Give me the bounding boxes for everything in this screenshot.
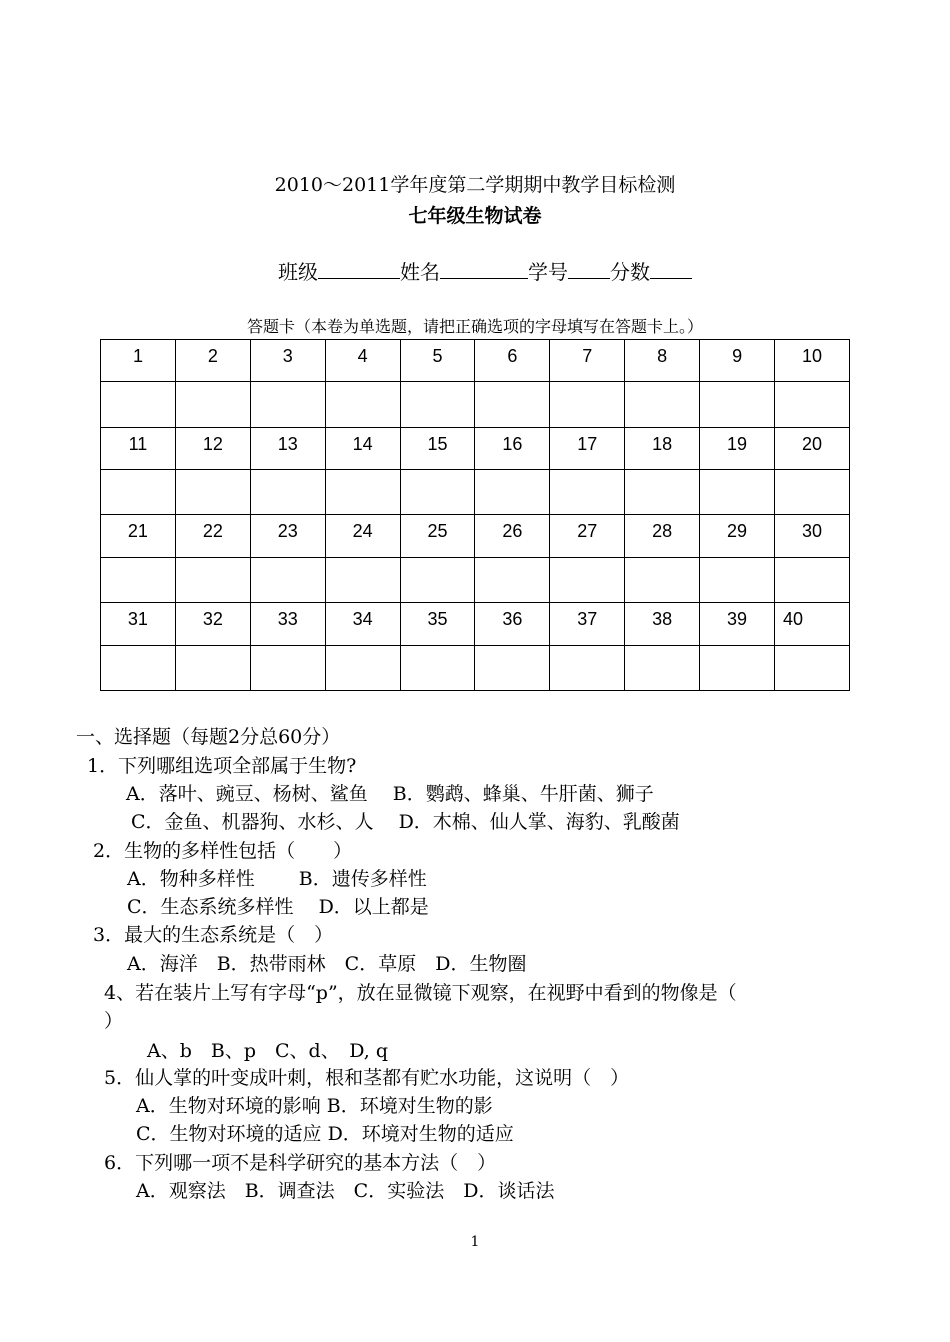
question-number-cell: 30 bbox=[775, 515, 850, 557]
question-number-cell: 4 bbox=[325, 340, 400, 382]
answer-card-note: 答题卡（本卷为单选题，请把正确选项的字母填写在答题卡上。） bbox=[246, 317, 703, 336]
question-5: 5．仙人掌的叶变成叶刺，根和茎都有贮水功能，这说明（ ） bbox=[104, 1067, 630, 1089]
question-1-options-cd: C．金鱼、机器狗、水杉、人 D．木棉、仙人掌、海豹、乳酸菌 bbox=[131, 811, 680, 833]
answer-cell[interactable] bbox=[250, 470, 325, 515]
question-number-cell: 9 bbox=[700, 340, 775, 382]
question-number-cell: 16 bbox=[475, 427, 550, 469]
answer-card-number-row bbox=[101, 603, 850, 645]
answer-cell[interactable] bbox=[101, 470, 176, 515]
question-number-cell: 31 bbox=[101, 603, 176, 645]
id-blank[interactable] bbox=[568, 260, 610, 279]
question-1: 1．下列哪组选项全部属于生物? bbox=[87, 755, 357, 777]
section-title: 一、选择题（每题2分总60分） bbox=[76, 726, 341, 748]
name-blank[interactable] bbox=[440, 260, 528, 279]
exam-subtitle: 七年级生物试卷 bbox=[408, 205, 542, 227]
answer-cell[interactable] bbox=[325, 382, 400, 427]
answer-cell[interactable] bbox=[550, 382, 625, 427]
question-4-options: A、b B、p C、d、 D, q bbox=[147, 1040, 389, 1062]
answer-cell[interactable] bbox=[775, 557, 850, 602]
answer-cell[interactable] bbox=[175, 645, 250, 690]
question-number-cell: 23 bbox=[250, 515, 325, 557]
question-number-cell: 24 bbox=[325, 515, 400, 557]
question-number-cell: 27 bbox=[550, 515, 625, 557]
question-2-options-cd: C．生态系统多样性 D．以上都是 bbox=[127, 896, 429, 918]
question-2: 2．生物的多样性包括（ ） bbox=[93, 840, 353, 862]
question-6: 6．下列哪一项不是科学研究的基本方法（ ） bbox=[104, 1152, 497, 1174]
answer-cell[interactable] bbox=[400, 470, 475, 515]
answer-cell[interactable] bbox=[475, 645, 550, 690]
answer-cell[interactable] bbox=[101, 645, 176, 690]
answer-cell[interactable] bbox=[700, 557, 775, 602]
question-number-cell: 25 bbox=[400, 515, 475, 557]
answer-card-answer-row bbox=[101, 382, 850, 427]
question-number-cell: 40 bbox=[775, 603, 850, 645]
question-number-cell: 39 bbox=[700, 603, 775, 645]
page-number: 1 bbox=[470, 1234, 480, 1250]
answer-cell[interactable] bbox=[250, 382, 325, 427]
answer-cell[interactable] bbox=[175, 382, 250, 427]
answer-cell[interactable] bbox=[550, 470, 625, 515]
score-blank[interactable] bbox=[650, 260, 692, 279]
question-2-options-ab: A．物种多样性 B．遗传多样性 bbox=[127, 868, 427, 890]
question-number-cell: 10 bbox=[775, 340, 850, 382]
question-5-options-cd: C．生物对环境的适应 D．环境对生物的适应 bbox=[136, 1123, 514, 1145]
question-number-cell: 12 bbox=[175, 427, 250, 469]
question-number-cell: 5 bbox=[400, 340, 475, 382]
question-number-cell: 33 bbox=[250, 603, 325, 645]
answer-cell[interactable] bbox=[325, 645, 400, 690]
answer-cell[interactable] bbox=[625, 645, 700, 690]
answer-card-answer-row bbox=[101, 645, 850, 690]
question-number-cell: 6 bbox=[475, 340, 550, 382]
question-number-cell: 17 bbox=[550, 427, 625, 469]
question-number-cell: 14 bbox=[325, 427, 400, 469]
question-number-cell: 3 bbox=[250, 340, 325, 382]
question-number-cell: 7 bbox=[550, 340, 625, 382]
answer-card-answer-row bbox=[101, 470, 850, 515]
question-number-cell: 35 bbox=[400, 603, 475, 645]
question-number-cell: 29 bbox=[700, 515, 775, 557]
question-number-cell: 37 bbox=[550, 603, 625, 645]
question-6-options: A．观察法 B．调查法 C．实验法 D．谈话法 bbox=[136, 1180, 555, 1202]
question-number-cell: 22 bbox=[175, 515, 250, 557]
question-number-cell: 19 bbox=[700, 427, 775, 469]
answer-cell[interactable] bbox=[250, 557, 325, 602]
answer-cell[interactable] bbox=[625, 382, 700, 427]
question-3-options: A．海洋 B．热带雨林 C．草原 D．生物圈 bbox=[127, 953, 527, 975]
answer-card-answer-row bbox=[101, 557, 850, 602]
answer-cell[interactable] bbox=[550, 557, 625, 602]
answer-cell[interactable] bbox=[475, 470, 550, 515]
question-number-cell: 36 bbox=[475, 603, 550, 645]
answer-cell[interactable] bbox=[250, 645, 325, 690]
question-number-cell: 21 bbox=[101, 515, 176, 557]
question-5-options-ab: A．生物对环境的影响 B．环境对生物的影 bbox=[136, 1095, 493, 1117]
answer-cell[interactable] bbox=[775, 645, 850, 690]
question-number-cell: 15 bbox=[400, 427, 475, 469]
question-number-cell: 13 bbox=[250, 427, 325, 469]
question-4: 4、若在装片上写有字母“p”，放在显微镜下观察，在视野中看到的物像是（ bbox=[104, 982, 737, 1004]
answer-cell[interactable] bbox=[475, 557, 550, 602]
question-number-cell: 11 bbox=[101, 427, 176, 469]
answer-cell[interactable] bbox=[325, 557, 400, 602]
question-number-cell: 26 bbox=[475, 515, 550, 557]
answer-cell[interactable] bbox=[625, 557, 700, 602]
question-number-cell: 38 bbox=[625, 603, 700, 645]
question-number-cell: 28 bbox=[625, 515, 700, 557]
name-label: 姓名 bbox=[400, 260, 440, 284]
question-number-cell: 1 bbox=[101, 340, 176, 382]
answer-cell[interactable] bbox=[325, 470, 400, 515]
question-4-continued: ） bbox=[104, 1010, 124, 1032]
question-number-cell: 2 bbox=[175, 340, 250, 382]
answer-cell[interactable] bbox=[775, 470, 850, 515]
question-number-cell: 18 bbox=[625, 427, 700, 469]
answer-cell[interactable] bbox=[700, 382, 775, 427]
answer-cell[interactable] bbox=[175, 470, 250, 515]
question-3: 3．最大的生态系统是（ ） bbox=[93, 924, 334, 946]
question-number-cell: 20 bbox=[775, 427, 850, 469]
question-number-cell: 32 bbox=[175, 603, 250, 645]
answer-cell[interactable] bbox=[700, 645, 775, 690]
answer-cell[interactable] bbox=[101, 557, 176, 602]
answer-cell[interactable] bbox=[775, 382, 850, 427]
answer-cell[interactable] bbox=[625, 470, 700, 515]
answer-card-number-row bbox=[101, 515, 850, 557]
class-blank[interactable] bbox=[318, 260, 400, 279]
question-number-cell: 8 bbox=[625, 340, 700, 382]
id-label: 学号 bbox=[528, 260, 568, 284]
answer-cell[interactable] bbox=[175, 557, 250, 602]
answer-cell[interactable] bbox=[475, 382, 550, 427]
score-label: 分数 bbox=[610, 260, 650, 284]
question-1-options-ab: A．落叶、豌豆、杨树、鲨鱼 B．鹦鹉、蜂巢、牛肝菌、狮子 bbox=[126, 783, 654, 805]
answer-card-number-row bbox=[101, 427, 850, 469]
class-label: 班级 bbox=[278, 260, 318, 284]
student-info-line bbox=[278, 256, 692, 285]
question-number-cell: 34 bbox=[325, 603, 400, 645]
answer-cell[interactable] bbox=[400, 645, 475, 690]
exam-title: 2010～2011学年度第二学期期中教学目标检测 bbox=[274, 174, 676, 196]
answer-cell[interactable] bbox=[101, 382, 176, 427]
answer-card-table bbox=[100, 339, 850, 691]
answer-cell[interactable] bbox=[400, 382, 475, 427]
answer-cell[interactable] bbox=[700, 470, 775, 515]
answer-cell[interactable] bbox=[400, 557, 475, 602]
answer-card-number-row bbox=[101, 340, 850, 382]
answer-cell[interactable] bbox=[550, 645, 625, 690]
